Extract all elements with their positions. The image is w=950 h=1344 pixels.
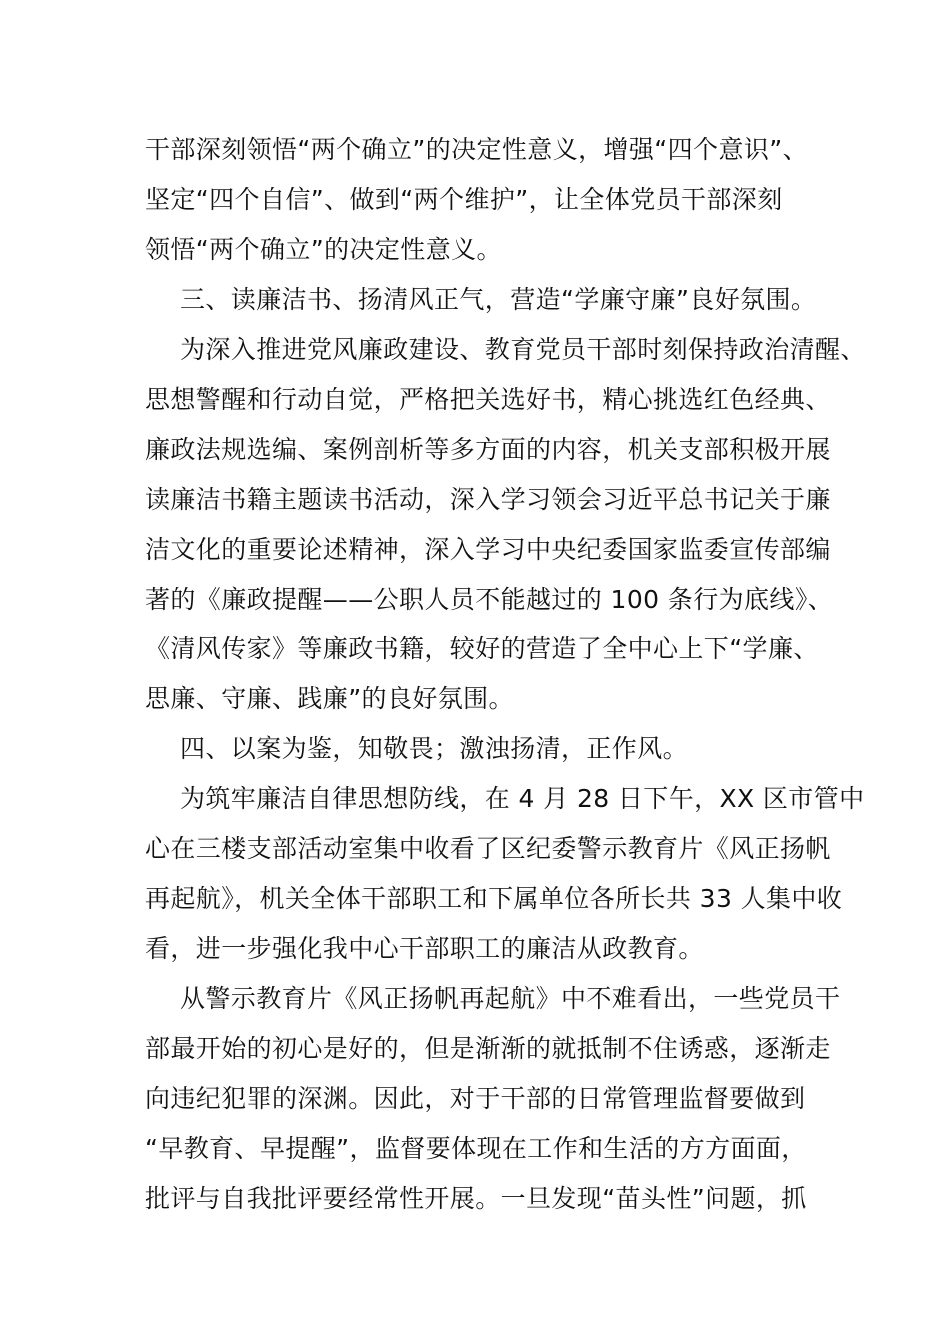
text-line: 从警示教育片《风正扬帆再起航》中不难看出，一些党员干 <box>180 984 841 1013</box>
text-line: 批评与自我批评要经常性开展。一旦发现“苗头性”问题，抓 <box>145 1184 807 1213</box>
text-line: 向违纪犯罪的深渊。因此，对于干部的日常管理监督要做到 <box>145 1084 806 1113</box>
text-line: 再起航》，机关全体干部职工和下属单位各所长共 33 人集中收 <box>145 884 843 913</box>
text-line: 部最开始的初心是好的，但是渐渐的就抵制不住诱惑，逐渐走 <box>145 1034 831 1063</box>
text-line: 思廉、守廉、践廉”的良好氛围。 <box>145 684 514 713</box>
text-line: 洁文化的重要论述精神，深入学习中央纪委国家监委宣传部编 <box>145 535 831 564</box>
text-line: “早教育、早提醒”，监督要体现在工作和生活的方方面面， <box>145 1134 807 1163</box>
text-line: 为深入推进党风廉政建设、教育党员干部时刻保持政治清醒、 <box>180 335 866 364</box>
section-heading: 四、以案为鉴，知敬畏；激浊扬清，正作风。 <box>180 734 689 763</box>
text-line: 坚定“四个自信”、做到“两个维护”，让全体党员干部深刻 <box>145 185 783 214</box>
section-heading: 三、读廉洁书、扬清风正气，营造“学廉守廉”良好氛围。 <box>180 285 817 314</box>
text-line: 心在三楼支部活动室集中收看了区纪委警示教育片《风正扬帆 <box>145 834 831 863</box>
text-line: 为筑牢廉洁自律思想防线，在 4 月 28 日下午，XX 区市管中 <box>180 784 865 813</box>
text-line: 读廉洁书籍主题读书活动，深入学习领会习近平总书记关于廉 <box>145 485 831 514</box>
text-line: 《清风传家》等廉政书籍，较好的营造了全中心上下“学廉、 <box>145 634 819 663</box>
text-line: 思想警醒和行动自觉，严格把关选好书，精心挑选红色经典、 <box>145 385 831 414</box>
text-line: 著的《廉政提醒——公职人员不能越过的 100 条行为底线》、 <box>145 585 834 614</box>
text-line: 领悟“两个确立”的决定性意义。 <box>145 235 502 264</box>
text-line: 廉政法规选编、案例剖析等多方面的内容，机关支部积极开展 <box>145 435 831 464</box>
text-line: 干部深刻领悟“两个确立”的决定性意义，增强“四个意识”、 <box>145 135 809 164</box>
text-line: 看，进一步强化我中心干部职工的廉洁从政教育。 <box>145 934 704 963</box>
